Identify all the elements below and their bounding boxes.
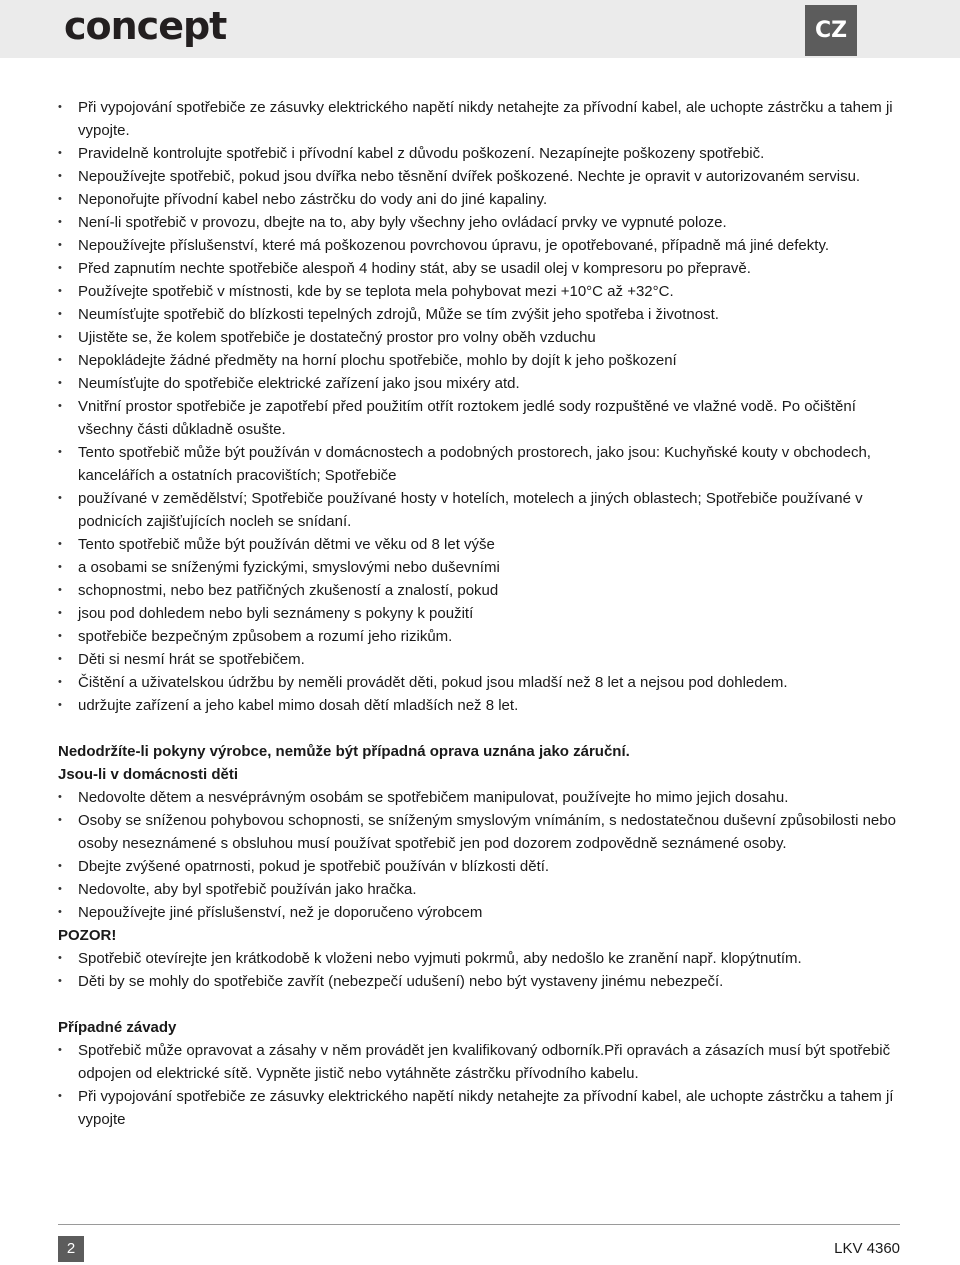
list-item: • a osobami se sníženými fyzickými, smyslovými nebo duševními <box>58 556 900 579</box>
list-item: • Čištění a uživatelskou údržbu by neměli provádět děti, pokud jsou mladší než 8 let a nejsou pod dohledem. <box>58 671 900 694</box>
list-item: • Spotřebič může opravovat a zásahy v něm provádět jen kvalifikovaný odborník.Při opravách a zásazích musí být spotřebič odpojen od elektrické sítě. Vypněte jistič nebo vytáhněte zástrčku přívodního kabelu. <box>58 1039 900 1085</box>
list-item: • Při vypojování spotřebiče ze zásuvky elektrického napětí nikdy netahejte za přívodní kabel, ale uchopte zástrčku a tahem ji vypojte. <box>58 96 900 142</box>
list-item: • Dbejte zvýšené opatrnosti, pokud je spotřebič používán v blízkosti dětí. <box>58 855 900 878</box>
list-item: • schopnostmi, nebo bez patřičných zkušeností a znalostí, pokud <box>58 579 900 602</box>
list-item: • Neumísťujte spotřebič do blízkosti tepelných zdrojů, Může se tím zvýšit jeho spotřeba i životnost. <box>58 303 900 326</box>
caution-heading: POZOR! <box>58 927 117 944</box>
spacer <box>58 717 900 740</box>
list-item: • Děti by se mohly do spotřebiče zavřít (nebezpečí udušení) nebo být vystaveny jinému nebezpečí. <box>58 970 900 993</box>
list-item: • Nepokládejte žádné předměty na horní plochu spotřebiče, mohlo by dojít k jeho poškození <box>58 349 900 372</box>
header-bar <box>0 0 960 58</box>
list-item: • Nepoužívejte jiné příslušenství, než je doporučeno výrobcem <box>58 901 900 924</box>
list-item: • jsou pod dohledem nebo byli seznámeny s pokyny k použití <box>58 602 900 625</box>
list-item: • Nedovolte, aby byl spotřebič používán jako hračka. <box>58 878 900 901</box>
children-list <box>58 786 900 924</box>
children-heading: Jsou-li v domácnosti děti <box>58 766 239 783</box>
list-item: • Tento spotřebič může být používán dětmi ve věku od 8 let výše <box>58 533 900 556</box>
caution-list <box>58 947 900 993</box>
list-item: • Nedovolte dětem a nesvéprávným osobám se spotřebičem manipulovat, používejte ho mimo jejich dosahu. <box>58 786 900 809</box>
list-item: • Není-li spotřebič v provozu, dbejte na to, aby byly všechny jeho ovládací prvky ve vypnuté poloze. <box>58 211 900 234</box>
list-item: • Tento spotřebič může být používán v domácnostech a podobných prostorech, jako jsou: Kuchyňské kouty v obchodech, kancelářích a ostatních pracovištích; Spotřebiče <box>58 441 900 487</box>
list-item: • Spotřebič otevírejte jen krátkodobě k vloženi nebo vyjmuti pokrmů, aby nedošlo ke zranění např. klopýtnutím. <box>58 947 900 970</box>
list-item: • Osoby se sníženou pohybovou schopnosti, se sníženým smyslovým vnímáním, s nedostatečnou duševní způsobilosti nebo osoby neseznámené s obsluhou musí používat spotřebič jen pod dozorem zodpovědně seznámené osoby. <box>58 809 900 855</box>
list-item: • Neumísťujte do spotřebiče elektrické zařízení jako jsou mixéry atd. <box>58 372 900 395</box>
list-item: • Používejte spotřebič v místnosti, kde by se teplota mela pohybovat mezi +10°C až +32°C. <box>58 280 900 303</box>
list-item: • Při vypojování spotřebiče ze zásuvky elektrického napětí nikdy netahejte za přívodní kabel, ale uchopte zástrčku a tahem jí vypojte <box>58 1085 900 1131</box>
footer-divider <box>58 1224 900 1225</box>
list-item: • Neponořujte přívodní kabel nebo zástrčku do vody ani do jiné kapaliny. <box>58 188 900 211</box>
list-item: • udržujte zařízení a jeho kabel mimo dosah dětí mladších než 8 let. <box>58 694 900 717</box>
faults-heading: Případné závady <box>58 1019 177 1036</box>
model-number: LKV 4360 <box>834 1240 900 1257</box>
list-item: • Ujistěte se, že kolem spotřebiče je dostatečný prostor pro volny oběh vzduchu <box>58 326 900 349</box>
list-item: • Pravidelně kontrolujte spotřebič i přívodní kabel z důvodu poškození. Nezapínejte poškozeny spotřebič. <box>58 142 900 165</box>
spacer <box>58 993 900 1016</box>
list-item: • používané v zemědělství; Spotřebiče používané hosty v hotelích, motelech a jiných oblastech; Spotřebiče používané v podnicích zajišťujících nocleh se snídaní. <box>58 487 900 533</box>
list-item: • spotřebiče bezpečným způsobem a rozumí jeho rizikům. <box>58 625 900 648</box>
list-item: • Děti si nesmí hrát se spotřebičem. <box>58 648 900 671</box>
list-item: • Před zapnutím nechte spotřebiče alespoň 4 hodiny stát, aby se usadil olej v kompresoru po přepravě. <box>58 257 900 280</box>
list-item: • Nepoužívejte příslušenství, které má poškozenou povrchovou úpravu, je opotřebované, případně má jiné defekty. <box>58 234 900 257</box>
list-item: • Vnitřní prostor spotřebiče je zapotřebí před použitím otřít roztokem jedlé sody rozpuštěné ve vlažné vodě. Po očištění všechny části důkladně osušte. <box>58 395 900 441</box>
faults-list <box>58 1039 900 1131</box>
list-item: • Nepoužívejte spotřebič, pokud jsou dvířka nebo těsnění dvířek poškozené. Nechte je opravit v autorizovaném servisu. <box>58 165 900 188</box>
safety-list <box>58 96 900 717</box>
warranty-warning: Nedodržíte-li pokyny výrobce, nemůže být případná oprava uznána jako záruční. <box>58 743 630 760</box>
concept-logo: concept <box>64 4 227 48</box>
page-number: 2 <box>58 1236 84 1262</box>
language-badge: CZ <box>805 5 857 56</box>
page-content <box>58 96 900 1131</box>
